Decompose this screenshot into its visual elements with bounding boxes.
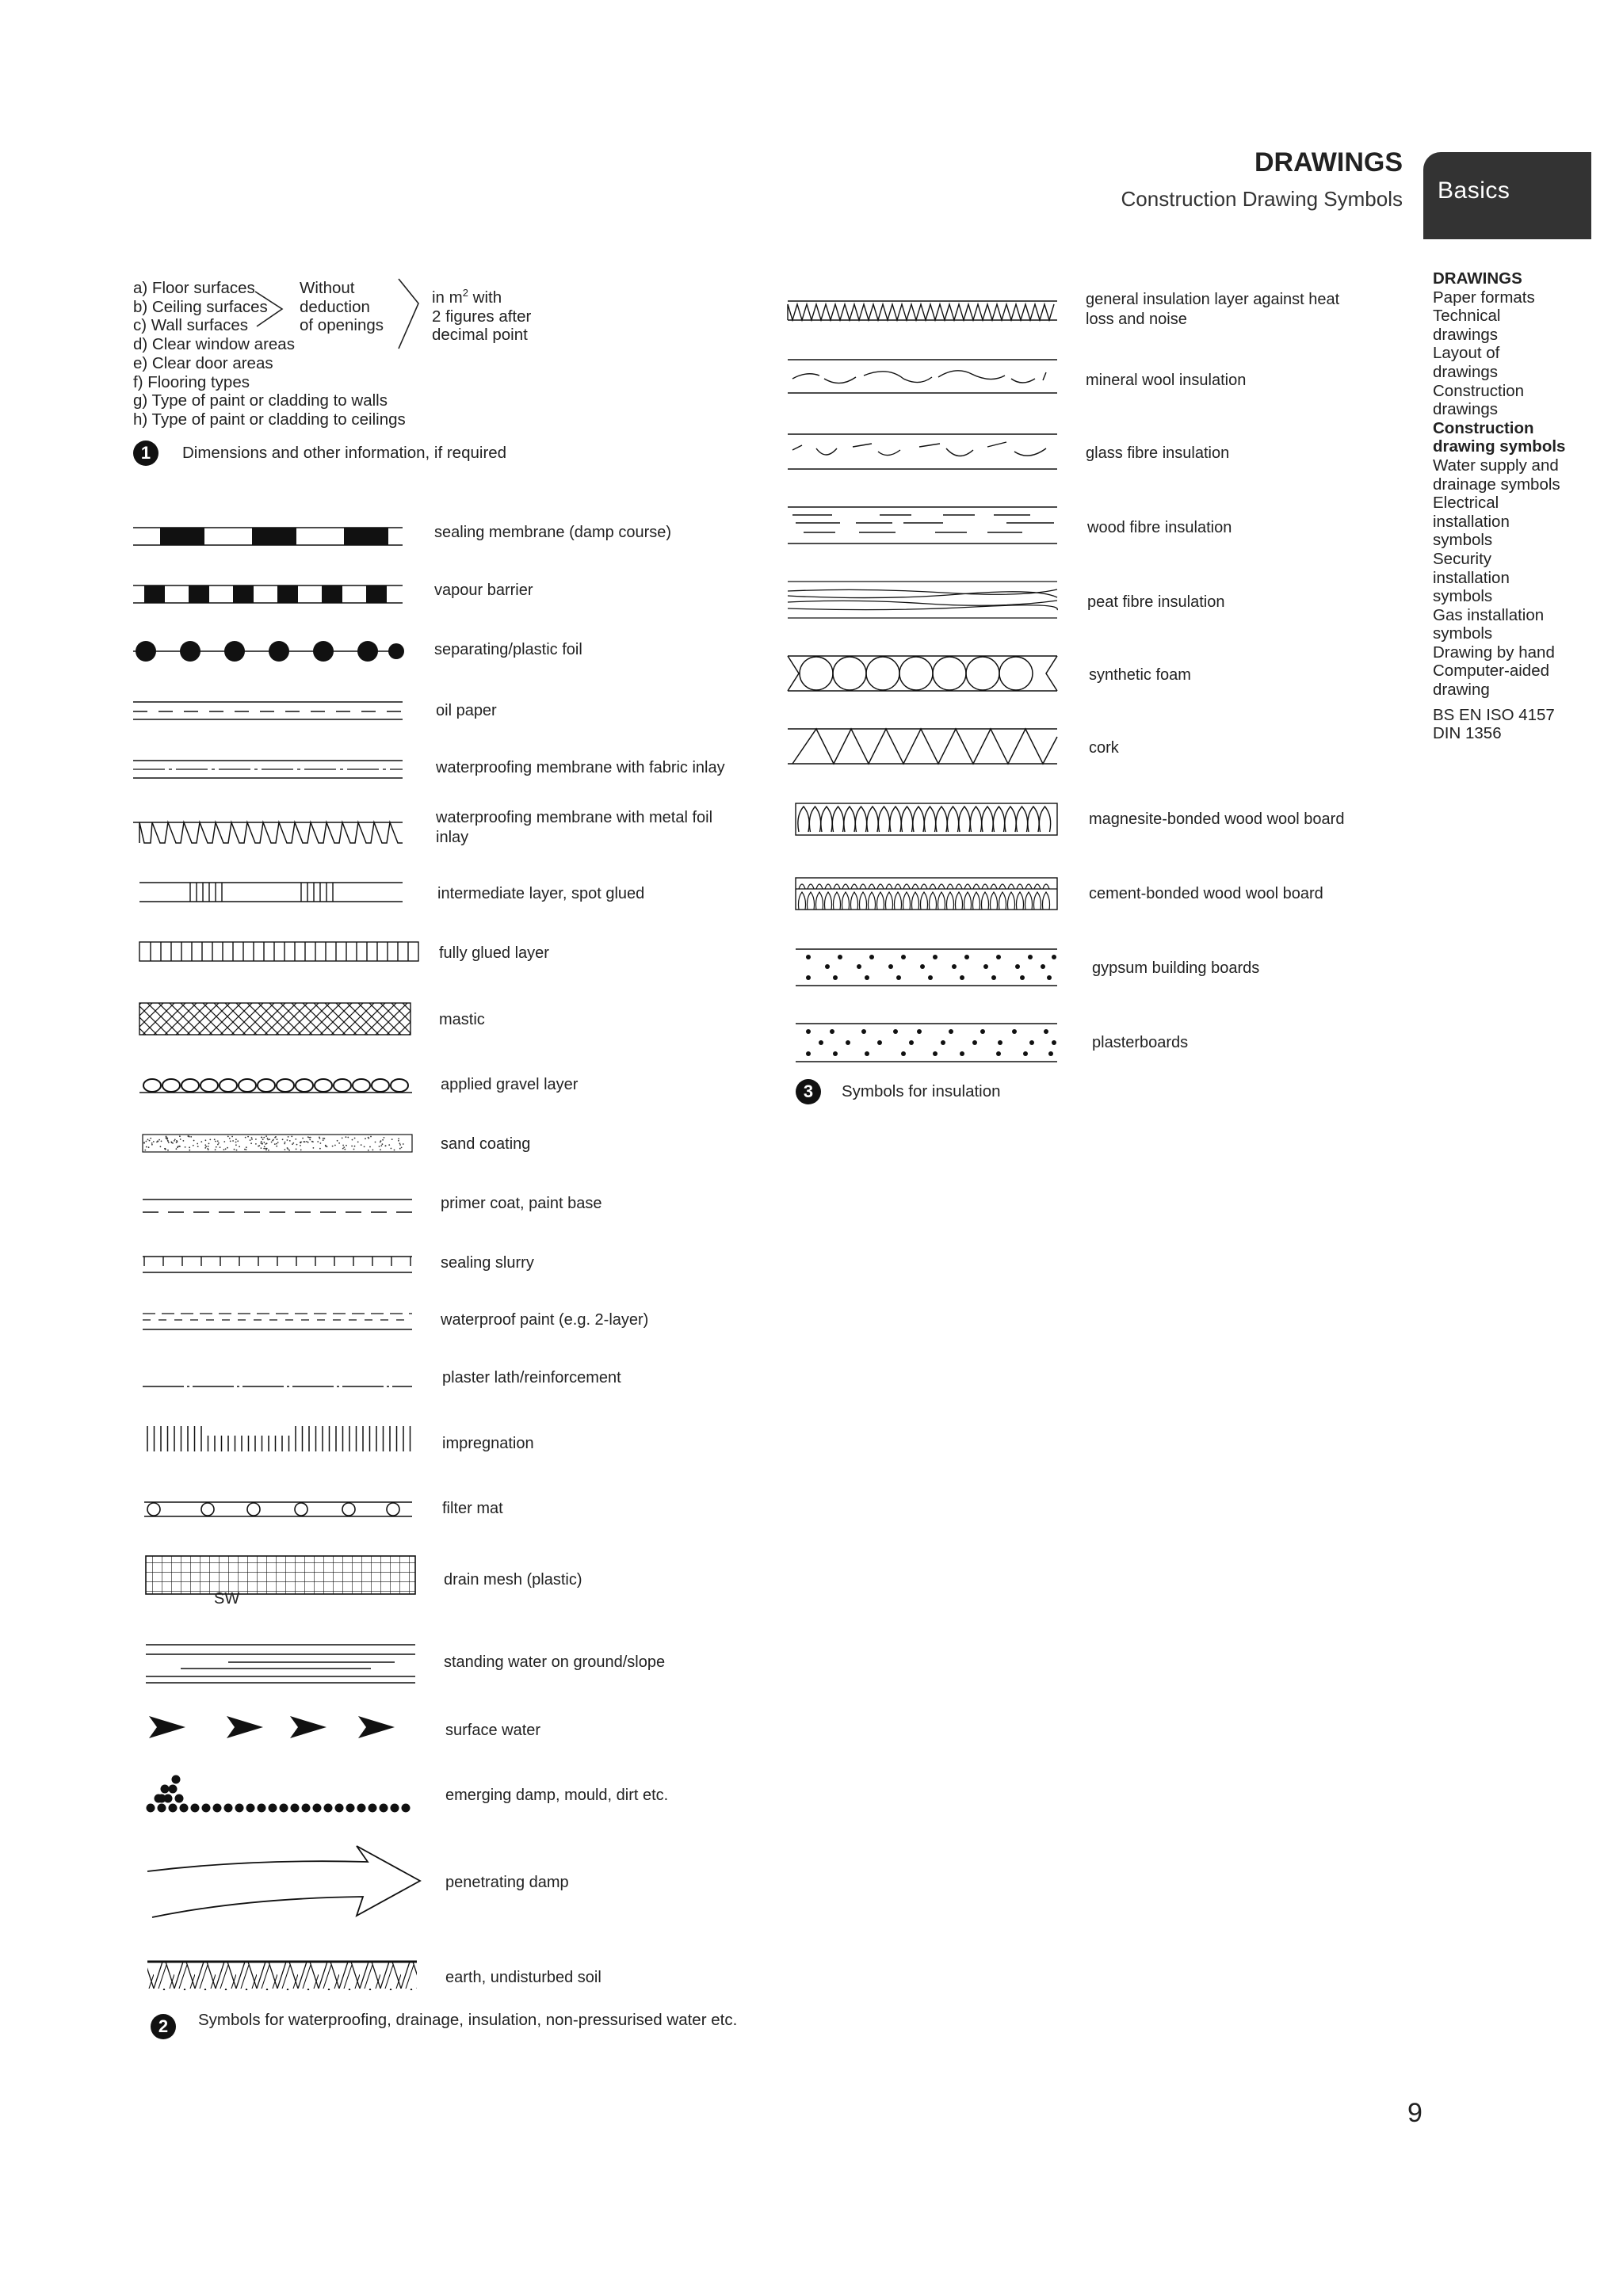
group-note-line: decimal point bbox=[432, 326, 528, 345]
label-line: general insulation layer against heat bbox=[1086, 291, 1340, 308]
sidebar-item: symbols bbox=[1433, 624, 1493, 643]
label-sw: SW bbox=[214, 1590, 240, 1608]
label-cork: cork bbox=[1089, 739, 1119, 757]
symbol-plasterboards bbox=[785, 1020, 1070, 1065]
symbol-standing-water bbox=[133, 1640, 426, 1688]
symbol-primer-coat bbox=[133, 1195, 426, 1220]
symbol-mineral-wool bbox=[785, 355, 1070, 399]
label-fabric-inlay: waterproofing membrane with fabric inlay bbox=[436, 759, 725, 776]
symbol-gypsum-boards bbox=[785, 946, 1070, 990]
section-tab-label: Basics bbox=[1438, 177, 1510, 204]
symbol-metal-foil-inlay bbox=[133, 816, 411, 848]
symbol-gravel-layer bbox=[133, 1074, 426, 1097]
label-gravel-layer: applied gravel layer bbox=[441, 1076, 579, 1093]
label-cement-board: cement-bonded wood wool board bbox=[1089, 885, 1323, 902]
label-plasterboards: plasterboards bbox=[1092, 1034, 1189, 1051]
label-earth: earth, undisturbed soil bbox=[445, 1969, 601, 1986]
sidebar-item: Technical bbox=[1433, 307, 1501, 326]
sidebar-item: drawing bbox=[1433, 681, 1490, 700]
label-primer-coat: primer coat, paint base bbox=[441, 1195, 602, 1212]
sidebar-item: Drawing by hand bbox=[1433, 643, 1555, 662]
label-filter-mat: filter mat bbox=[442, 1500, 503, 1517]
symbol-cement-board bbox=[785, 875, 1070, 913]
group-note-line: 2 figures after bbox=[432, 307, 532, 326]
sidebar-item: drawings bbox=[1433, 325, 1499, 344]
label-synthetic-foam: synthetic foam bbox=[1089, 666, 1191, 684]
page-subtitle: Construction Drawing Symbols bbox=[1121, 187, 1403, 211]
label-mineral-wool: mineral wool insulation bbox=[1086, 372, 1247, 389]
label-penetrating-damp: penetrating damp bbox=[445, 1874, 569, 1891]
symbol-waterproof-paint bbox=[133, 1309, 426, 1334]
label-line: loss and noise bbox=[1086, 311, 1187, 328]
standard-ref: BS EN ISO 4157 bbox=[1433, 705, 1555, 724]
label-metal-foil-inlay bbox=[436, 808, 712, 848]
figure-caption-2: Symbols for waterproofing, drainage, insulation, non-pressurised water etc. bbox=[198, 2011, 738, 2029]
section-title: DRAWINGS bbox=[1254, 147, 1403, 177]
symbol-filter-mat bbox=[133, 1496, 426, 1521]
list-item: c) Wall surfaces bbox=[133, 316, 249, 335]
sidebar-item: Computer-aided bbox=[1433, 662, 1549, 681]
sidebar-item-current: drawing symbols bbox=[1433, 437, 1566, 456]
figure-number-3: 3 bbox=[796, 1079, 821, 1104]
group-note-line: deduction bbox=[300, 297, 370, 316]
label-fully-glued-layer: fully glued layer bbox=[439, 944, 549, 962]
symbol-fully-glued-layer bbox=[133, 939, 426, 964]
sidebar-item: installation bbox=[1433, 568, 1510, 587]
label-impregnation: impregnation bbox=[442, 1435, 534, 1452]
symbol-wood-fibre bbox=[785, 504, 1070, 548]
figure-number-2: 2 bbox=[151, 2014, 176, 2039]
symbol-penetrating-damp bbox=[133, 1835, 426, 1930]
sidebar-item: Layout of bbox=[1433, 344, 1500, 363]
sidebar-item: Gas installation bbox=[1433, 605, 1545, 624]
symbol-magnesite-board bbox=[785, 800, 1070, 838]
symbol-spot-glued-layer bbox=[133, 879, 411, 905]
symbol-cork bbox=[785, 724, 1070, 769]
sidebar-item: Security bbox=[1433, 549, 1492, 568]
symbol-impregnation bbox=[133, 1423, 426, 1455]
list-item: f) Flooring types bbox=[133, 372, 250, 391]
sidebar-item: Paper formats bbox=[1433, 288, 1535, 307]
figure-caption-1: Dimensions and other information, if required bbox=[182, 444, 507, 462]
sidebar-item: drawings bbox=[1433, 362, 1499, 381]
label-general-insulation bbox=[1086, 290, 1339, 330]
sidebar-item: symbols bbox=[1433, 587, 1493, 606]
symbol-peat-fibre bbox=[785, 578, 1070, 623]
list-item: a) Floor surfaces bbox=[133, 279, 255, 297]
symbol-glass-fibre bbox=[785, 429, 1070, 474]
symbol-sand-coating bbox=[133, 1131, 426, 1157]
symbol-synthetic-foam bbox=[785, 651, 1070, 696]
group-note-deduction bbox=[300, 279, 384, 335]
sidebar-item-current: Construction bbox=[1433, 418, 1534, 437]
symbol-plaster-lath bbox=[133, 1379, 426, 1394]
group-note-line: in $m^2$ with bbox=[432, 287, 502, 307]
group-note-line: Without bbox=[300, 279, 355, 297]
symbol-mastic bbox=[133, 1000, 411, 1039]
label-sealing-slurry: sealing slurry bbox=[441, 1254, 534, 1272]
symbol-sealing-slurry bbox=[133, 1252, 426, 1277]
label-plaster-lath: plaster lath/reinforcement bbox=[442, 1369, 621, 1386]
sidebar-item: installation bbox=[1433, 512, 1510, 531]
symbol-drain-mesh bbox=[133, 1553, 426, 1608]
symbol-oil-paper bbox=[133, 697, 411, 723]
sidebar-item: drainage symbols bbox=[1433, 475, 1560, 494]
symbol-sealing-membrane bbox=[133, 523, 411, 548]
sidebar-heading: DRAWINGS bbox=[1433, 269, 1522, 288]
figure-caption-3: Symbols for insulation bbox=[842, 1082, 1001, 1100]
label-emerging-damp: emerging damp, mould, dirt etc. bbox=[445, 1787, 669, 1804]
group-note-units bbox=[432, 284, 531, 345]
sidebar-item: Water supply and bbox=[1433, 456, 1559, 475]
label-drain-mesh: drain mesh (plastic) bbox=[444, 1571, 582, 1589]
symbol-general-insulation bbox=[785, 296, 1070, 328]
label-vapour-barrier: vapour barrier bbox=[434, 582, 533, 599]
label-line: inlay bbox=[436, 829, 469, 846]
symbol-vapour-barrier bbox=[133, 581, 411, 606]
symbol-surface-water bbox=[133, 1711, 426, 1743]
page-number: 9 bbox=[1407, 2098, 1423, 2128]
label-spot-glued-layer: intermediate layer, spot glued bbox=[437, 885, 645, 902]
list-item: d) Clear window areas bbox=[133, 335, 295, 354]
list-item: e) Clear door areas bbox=[133, 353, 273, 372]
sidebar-item: Construction bbox=[1433, 381, 1525, 400]
symbol-earth bbox=[133, 1957, 426, 1997]
symbol-separating-foil bbox=[133, 639, 411, 664]
standard-ref: DIN 1356 bbox=[1433, 724, 1502, 743]
label-separating-foil: separating/plastic foil bbox=[434, 641, 582, 658]
sidebar-item: drawings bbox=[1433, 400, 1499, 419]
label-mastic: mastic bbox=[439, 1011, 485, 1028]
label-magnesite-board: magnesite-bonded wood wool board bbox=[1089, 810, 1345, 828]
label-wood-fibre: wood fibre insulation bbox=[1087, 519, 1232, 536]
sidebar-nav bbox=[1433, 269, 1591, 743]
figure-number-1: 1 bbox=[133, 441, 158, 466]
section-tab bbox=[1423, 152, 1591, 239]
label-waterproof-paint: waterproof paint (e.g. 2-layer) bbox=[441, 1311, 649, 1329]
list-item: b) Ceiling surfaces bbox=[133, 297, 268, 316]
symbol-fabric-inlay bbox=[133, 757, 411, 783]
sidebar-item: symbols bbox=[1433, 531, 1493, 550]
list-item: g) Type of paint or cladding to walls bbox=[133, 391, 388, 410]
list-item: h) Type of paint or cladding to ceilings bbox=[133, 410, 406, 429]
label-surface-water: surface water bbox=[445, 1722, 541, 1739]
group-note-line: of openings bbox=[300, 316, 384, 335]
label-glass-fibre: glass fibre insulation bbox=[1086, 444, 1230, 462]
label-standing-water: standing water on ground/slope bbox=[444, 1653, 666, 1671]
symbol-emerging-damp bbox=[133, 1772, 426, 1819]
label-peat-fibre: peat fibre insulation bbox=[1087, 593, 1225, 611]
label-oil-paper: oil paper bbox=[436, 702, 497, 719]
label-sealing-membrane: sealing membrane (damp course) bbox=[434, 524, 672, 541]
sidebar-item: Electrical bbox=[1433, 494, 1499, 513]
label-line: waterproofing membrane with metal foil bbox=[436, 809, 713, 826]
label-gypsum-boards: gypsum building boards bbox=[1092, 959, 1260, 977]
label-sand-coating: sand coating bbox=[441, 1135, 531, 1153]
